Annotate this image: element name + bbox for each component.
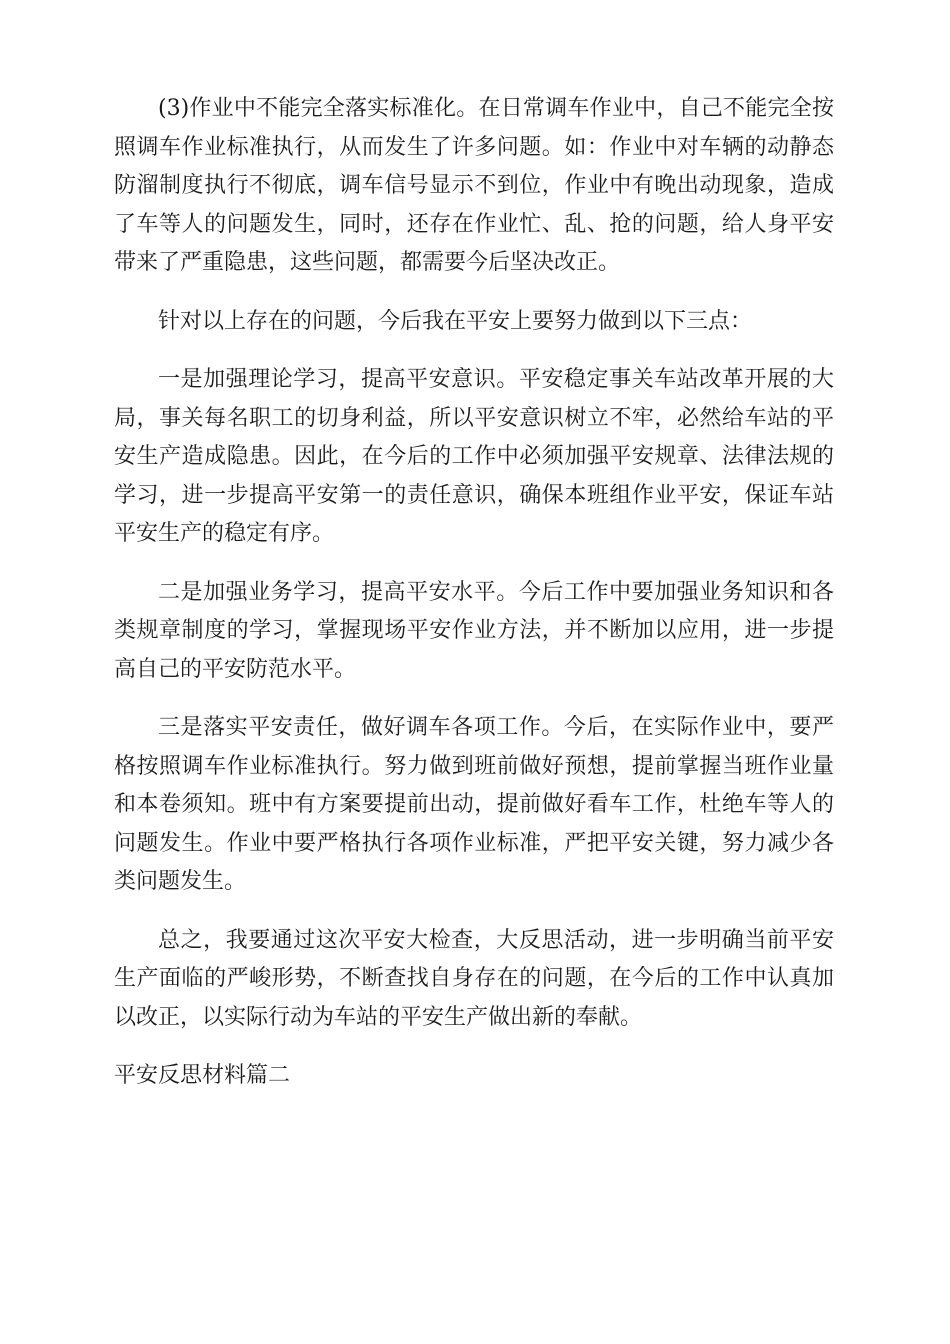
paragraph-point-one: 一是加强理论学习，提高平安意识。平安稳定事关车站改革开展的大局，事关每名职工的切身利益，所以平安意识树立不牢，必然给车站的平安生产造成隐患。因此，在今后的工作中必须加强平安规章、法律法规的学习，进一步提高平安第一的责任意识，确保本班组作业平安，保证车站平安生产的稳定有序。 [114, 367, 834, 546]
section-heading: 平安反思材料篇二 [114, 1063, 291, 1088]
paragraph-point-three: 三是落实平安责任，做好调车各项工作。今后，在实际作业中，要严格按照调车作业标准执行。努力做到班前做好预想，提前掌握当班作业量和本卷须知。班中有方案要提前出动，提前做好看车工作，杜绝车等人的问题发生。作业中要严格执行各项作业标准，严把平安关键，努力减少各类问题发生。 [114, 715, 834, 894]
paragraph-standardization-issue: (3)作业中不能完全落实标准化。在日常调车作业中，自己不能完全按照调车作业标准执行，从而发生了许多问题。如：作业中对车辆的动静态防溜制度执行不彻底，调车信号显示不到位，作业中有晚出动现象，造成了车等人的问题发生，同时，还存在作业忙、乱、抢的问题，给人身平安带来了严重隐患，这些问题，都需要今后坚决改正。 [114, 96, 834, 275]
paragraph-intro-three-points: 针对以上存在的问题，今后我在平安上要努力做到以下三点： [158, 308, 753, 334]
paragraph-point-two: 二是加强业务学习，提高平安水平。今后工作中要加强业务知识和各类规章制度的学习，掌握现场平安作业方法，并不断加以应用，进一步提高自己的平安防范水平。 [114, 579, 834, 682]
document-page [114, 90, 834, 1095]
paragraph-conclusion: 总之，我要通过这次平安大检查，大反思活动，进一步明确当前平安生产面临的严峻形势，不断查找自身存在的问题，在今后的工作中认真加以改正，以实际行动为车站的平安生产做出新的奉献。 [114, 927, 834, 1030]
